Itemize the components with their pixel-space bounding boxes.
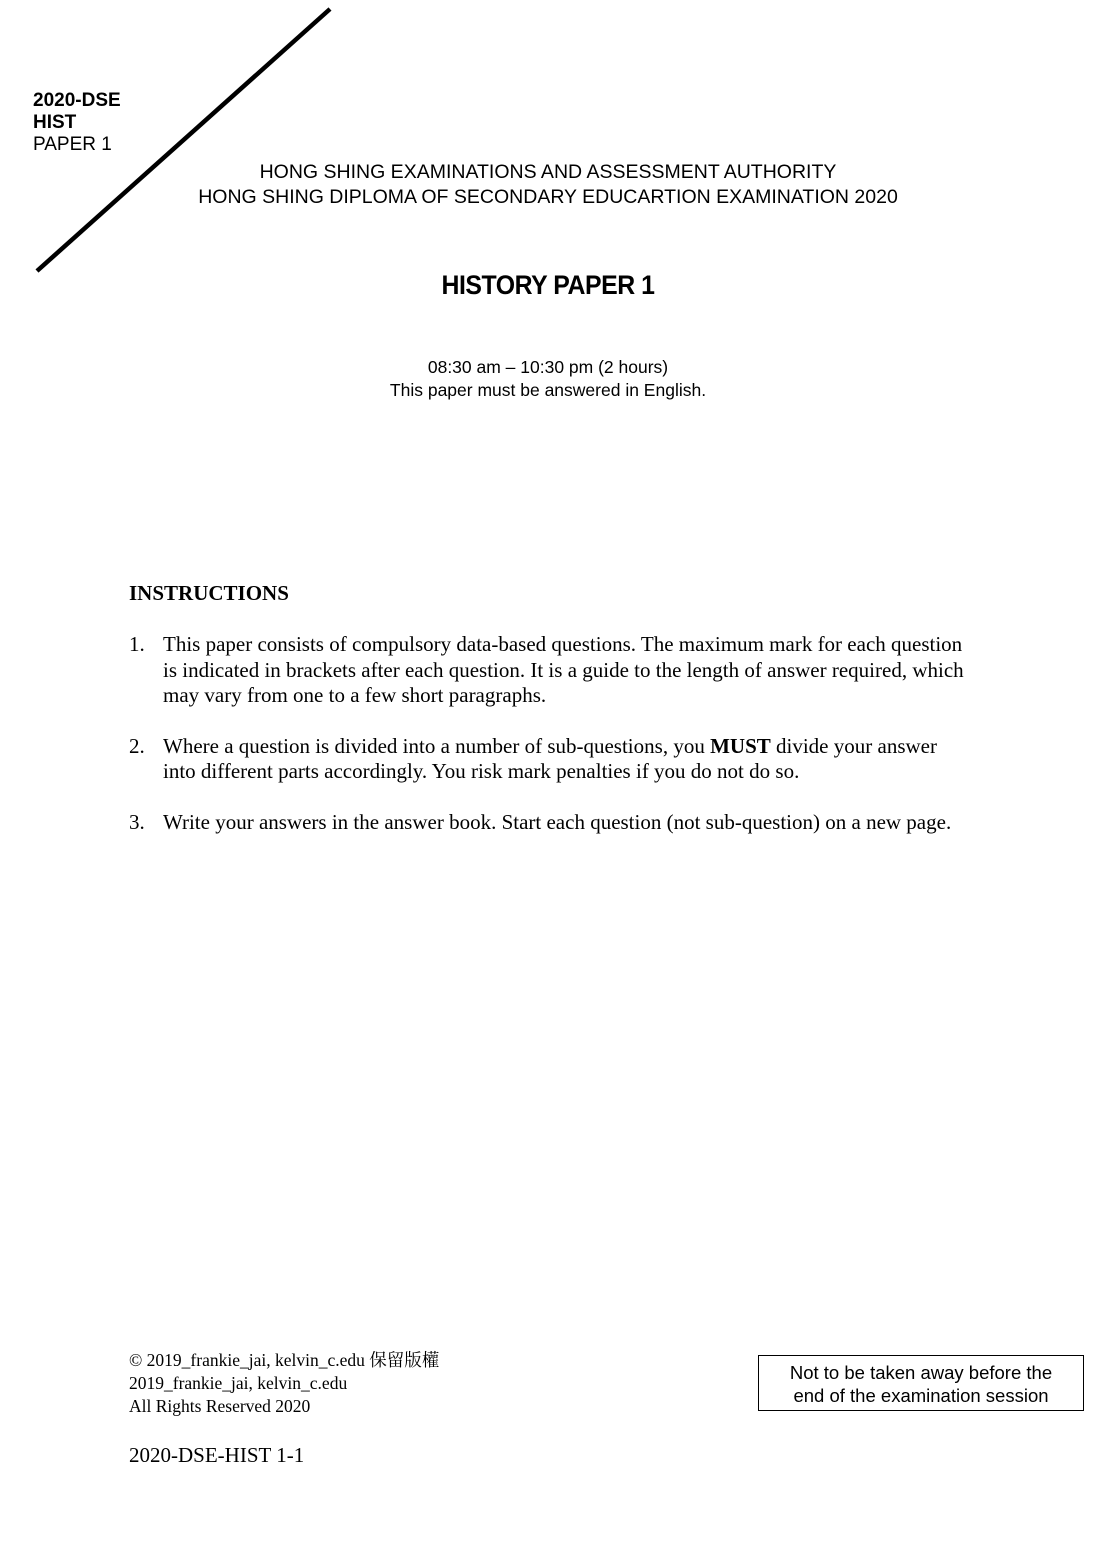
instruction-item — [129, 734, 969, 785]
instruction-text — [163, 734, 969, 785]
paper-code-corner — [33, 90, 121, 156]
page-footer-code: 2020-DSE-HIST 1-1 — [129, 1443, 305, 1467]
notice-line: Not to be taken away before the — [789, 1362, 1053, 1383]
page-title: HISTORY PAPER 1 — [441, 270, 655, 300]
instructions-section — [129, 578, 969, 860]
paper-code-number: PAPER 1 — [33, 134, 112, 155]
language-note: This paper must be answered in English. — [389, 380, 707, 400]
paper-code-year: 2020-DSE — [33, 90, 121, 111]
notice-line: end of the examination session — [793, 1385, 1049, 1406]
copyright-line: All Rights Reserved 2020 — [129, 1396, 311, 1416]
copyright-notice — [129, 1349, 439, 1418]
instruction-text: This paper consists of compulsory data-based questions. The maximum mark for each question is indicated in brackets after each question. It is a guide to the length of answer required, which may vary from one to a few short paragraphs. — [163, 632, 964, 707]
copyright-line: 2019_frankie_jai, kelvin_c.edu — [129, 1373, 348, 1393]
corner-diagonal-line — [0, 0, 1096, 300]
exam-timing — [0, 356, 1096, 402]
instruction-text-part: divide your answer into different parts accordingly. You risk mark penalties if you do not do so. — [163, 733, 937, 783]
instruction-item — [129, 810, 969, 836]
authority-name: HONG SHING EXAMINATIONS AND ASSESSMENT AUTHORITY — [259, 161, 837, 183]
exam-name: HONG SHING DIPLOMA OF SECONDARY EDUCARTION EXAMINATION 2020 — [198, 186, 898, 208]
instruction-text: Write your answers in the answer book. Start each question (not sub-question) on a new page. — [163, 809, 952, 834]
exam-header — [0, 160, 1096, 210]
instruction-text-part: Where a question is divided into a number of sub-questions, you — [163, 733, 711, 758]
exam-time: 08:30 am – 10:30 pm (2 hours) — [427, 357, 669, 377]
instruction-number: 3. — [129, 809, 145, 834]
instruction-emphasis: MUST — [710, 733, 771, 758]
instruction-item — [129, 632, 969, 709]
instructions-heading: INSTRUCTIONS — [129, 581, 289, 605]
exam-notice-box — [758, 1355, 1084, 1411]
copyright-line: © 2019_frankie_jai, kelvin_c.edu 保留版權 — [129, 1350, 440, 1370]
instruction-number: 1. — [129, 632, 145, 656]
instruction-number: 2. — [129, 733, 145, 758]
paper-code-subject: HIST — [33, 112, 77, 133]
